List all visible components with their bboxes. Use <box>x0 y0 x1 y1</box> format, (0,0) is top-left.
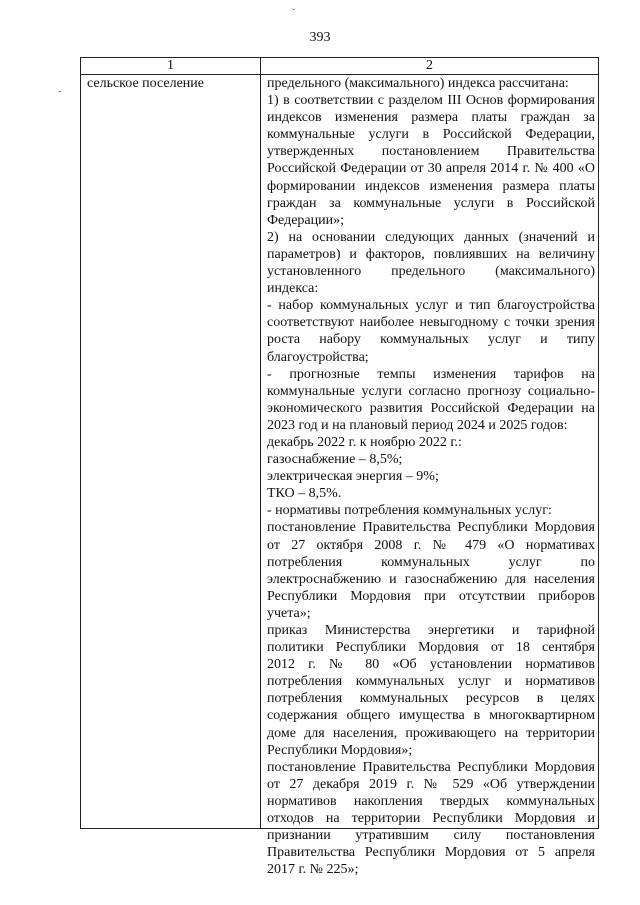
text-line: ТКО – 8,5%. <box>267 486 342 502</box>
text-line: 2017 г. № 225»; <box>267 862 359 878</box>
text-line: - нормативы потребления коммунальных услуг: <box>267 503 552 519</box>
text-line: доме для населения, проживающего на территории <box>267 725 595 741</box>
text-line: потребления коммунальных услуг и нормативов <box>267 674 595 690</box>
text-line: от 27 декабря 2019 г. № 529 «Об утверждении <box>267 776 595 792</box>
text-line: Республики Мордовия при отсутствии приборов <box>267 588 595 604</box>
text-line: нормативов накопления твердых коммунальных <box>267 793 595 809</box>
text-line: потребления коммунальных услуг по <box>267 554 595 570</box>
text-line: соответствуют наиболее невыгодному с точки зрения <box>267 315 595 331</box>
text-line: постановление Правительства Республики Мордовия <box>267 520 595 536</box>
text-line: 2023 год и на плановый период 2024 и 2025 годов: <box>267 417 568 433</box>
text-line: индекса: <box>267 281 319 297</box>
text-line: благоустройства; <box>267 349 369 365</box>
text-line: приказ Министерства энергетики и тарифной <box>267 623 595 638</box>
text-line: политики Республики Мордовия от 18 сентября <box>267 640 595 656</box>
text-line: электрическая энергия – 9%; <box>267 469 439 485</box>
text-line: 2012 г. № 80 «Об установлении нормативов <box>267 657 595 673</box>
text-line: роста набору коммунальных услуг и типу <box>267 332 595 348</box>
text-line: коммунальные услуги в Российской Федерации, <box>267 127 595 143</box>
text-line: - набор коммунальных услуг и тип благоустройства <box>267 298 595 314</box>
text-line: газоснабжение – 8,5%; <box>267 452 403 468</box>
column-divider <box>260 58 261 828</box>
text-line: Республики Мордовия»; <box>267 742 413 758</box>
column-header-2: 2 <box>426 58 433 73</box>
document-table <box>80 57 599 878</box>
text-line: электроснабжению и газоснабжению для населения <box>267 571 595 587</box>
text-line: экономического развития Российской Федерации на <box>267 400 595 416</box>
text-line: Российской Федерации от 30 апреля 2014 г. № 400 «О <box>267 161 595 177</box>
scan-mark: ˇ <box>292 8 296 19</box>
text-line: декабрь 2022 г. к ноябрю 2022 г.: <box>267 434 462 450</box>
text-line: предельного (максимального) индекса рассчитана: <box>267 76 569 91</box>
table-header-row <box>81 58 598 75</box>
text-line: 2) на основании следующих данных (значений и <box>267 229 595 245</box>
text-line: формировании индексов изменения размера платы <box>267 178 595 194</box>
text-line: Федерации»; <box>267 212 345 228</box>
index-description-cell <box>267 75 595 878</box>
text-line: 1) в соответствии с разделом III Основ формирования <box>267 93 595 109</box>
settlement-type-cell: сельское поселение <box>87 76 204 91</box>
text-line: учета»; <box>267 605 311 621</box>
text-line: граждан за коммунальные услуги в Российской <box>267 195 595 211</box>
column-header-1: 1 <box>167 58 174 73</box>
text-line: - прогнозные темпы изменения тарифов на <box>267 366 595 382</box>
text-line: Правительства Республики Мордовия от 5 апреля <box>267 845 595 861</box>
text-line: постановление Правительства Республики Мордовия <box>267 759 595 775</box>
text-line: отходов на территории Республики Мордовия и <box>267 811 595 827</box>
page-number: 393 <box>309 30 331 45</box>
text-line: содержания общего имущества в многоквартирном <box>267 708 595 724</box>
text-line: установленного предельного (максимального) <box>267 264 595 280</box>
text-line: коммунальные услуги согласно прогнозу социально- <box>267 383 595 399</box>
text-line: утвержденных постановлением Правительства <box>267 144 595 160</box>
text-line: параметров) и факторов, повлиявших на величину <box>267 246 595 262</box>
text-line: потребления коммунальных ресурсов в целях <box>267 691 595 707</box>
scan-mark: - <box>58 86 62 97</box>
text-line: индексов изменения размера платы граждан за <box>267 110 595 126</box>
text-line: от 27 октября 2008 г. № 479 «О нормативах <box>267 537 595 553</box>
text-line: признании утратившим силу постановления <box>267 828 595 844</box>
